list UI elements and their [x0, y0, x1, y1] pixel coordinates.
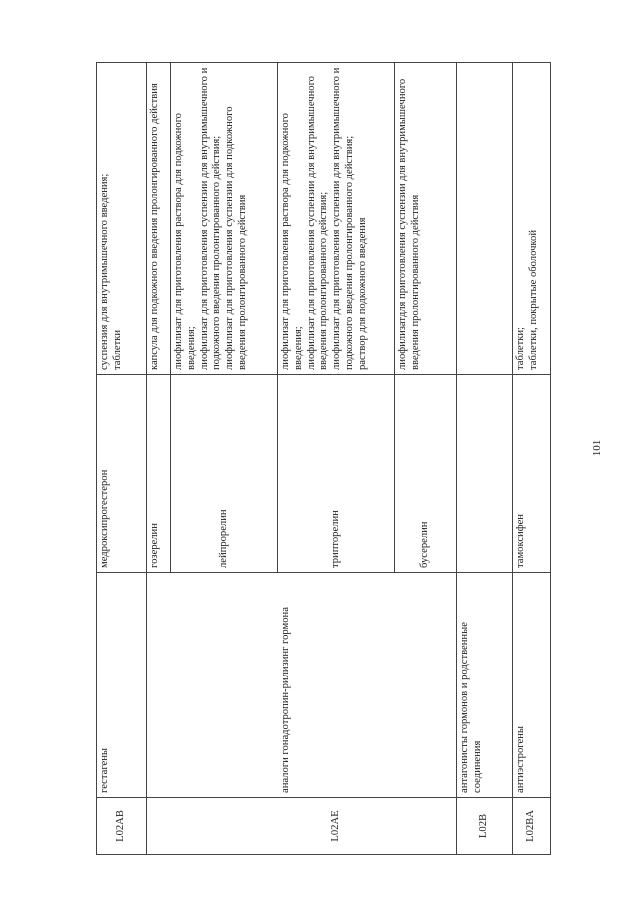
- table-row: [395, 63, 457, 855]
- atc-code-cell: L02B: [457, 798, 513, 855]
- table-row: [457, 63, 513, 855]
- dosage-form-line: суспензия для внутримышечного введения;: [99, 173, 110, 370]
- group-cell: [147, 573, 171, 798]
- atc-code-cell: L02AE: [278, 798, 395, 855]
- drug-cell: [457, 375, 513, 573]
- atc-code-cell: L02AB: [97, 798, 147, 855]
- table-row: [278, 63, 395, 855]
- drug-cell: медроксипрогестерон: [97, 375, 147, 573]
- dosage-form-line: лиофилизат для приготовления раствора для подкожного введения;: [280, 113, 304, 370]
- dosage-forms-cell: [395, 63, 457, 375]
- dosage-forms-cell: [278, 63, 395, 375]
- dosage-form-line: лиофилизат для приготовления суспензии для внутримышечного введения пролонгированного действия;: [305, 76, 330, 370]
- drug-classification-table: [96, 62, 551, 855]
- group-cell: [395, 573, 457, 798]
- dosage-forms-cell: [513, 63, 551, 375]
- dosage-forms-cell: [171, 63, 278, 375]
- table-row: [513, 63, 551, 855]
- drug-cell: трипторелин: [278, 375, 395, 573]
- atc-code-cell: [171, 798, 278, 855]
- atc-code-cell: L02BA: [513, 798, 551, 855]
- dosage-form-line: лиофилизатдля приготовления суспензии для внутримышечного введения пролонгированного действия: [397, 78, 421, 370]
- dosage-forms-cell: [457, 63, 513, 375]
- atc-code-cell: [147, 798, 171, 855]
- dosage-form-line: таблетки, покрытые оболочкой: [527, 230, 539, 370]
- drug-cell: тамоксифен: [513, 375, 551, 573]
- atc-code-cell: [395, 798, 457, 855]
- group-cell: [171, 573, 278, 798]
- group-cell: антиэстрогены: [513, 573, 551, 798]
- rotated-table-container: [96, 63, 586, 855]
- drug-cell: лейпрорелин: [171, 375, 278, 573]
- dosage-forms-cell: [97, 63, 147, 375]
- group-cell: гестагены: [97, 573, 147, 798]
- drug-cell: гозерелин: [147, 375, 171, 573]
- page-number: 101: [591, 439, 603, 457]
- dosage-form-line: лиофилизат для приготовления суспензии для подкожного введения пролонгированного действия: [224, 106, 248, 370]
- table-row: [147, 63, 171, 855]
- dosage-form-line: лиофилизат для приготовления раствора для подкожного введения;: [173, 113, 197, 370]
- dosage-form-line: капсула для подкожного введения пролонгированного действия: [149, 83, 160, 370]
- table-row: [171, 63, 278, 855]
- dosage-forms-cell: [147, 63, 171, 375]
- dosage-form-line: раствор для подкожного введения: [356, 217, 368, 370]
- dosage-form-line: таблетки: [111, 329, 123, 370]
- dosage-form-line: таблетки;: [515, 327, 526, 370]
- group-cell: антагонисты гормонов и родственные соединения: [457, 573, 513, 798]
- drug-cell: бусерелин: [395, 375, 457, 573]
- group-cell: аналоги гонадотропин-рилизинг гормона: [278, 573, 395, 798]
- dosage-form-line: лиофилизат для приготовления суспензии для внутримышечного и подкожного введения пролонгированного действия;: [198, 67, 223, 370]
- table-row: [97, 63, 147, 855]
- dosage-form-line: лиофилизат для приготовления суспензии для внутримышечного и подкожного введения пролонгированного действия;: [331, 67, 355, 370]
